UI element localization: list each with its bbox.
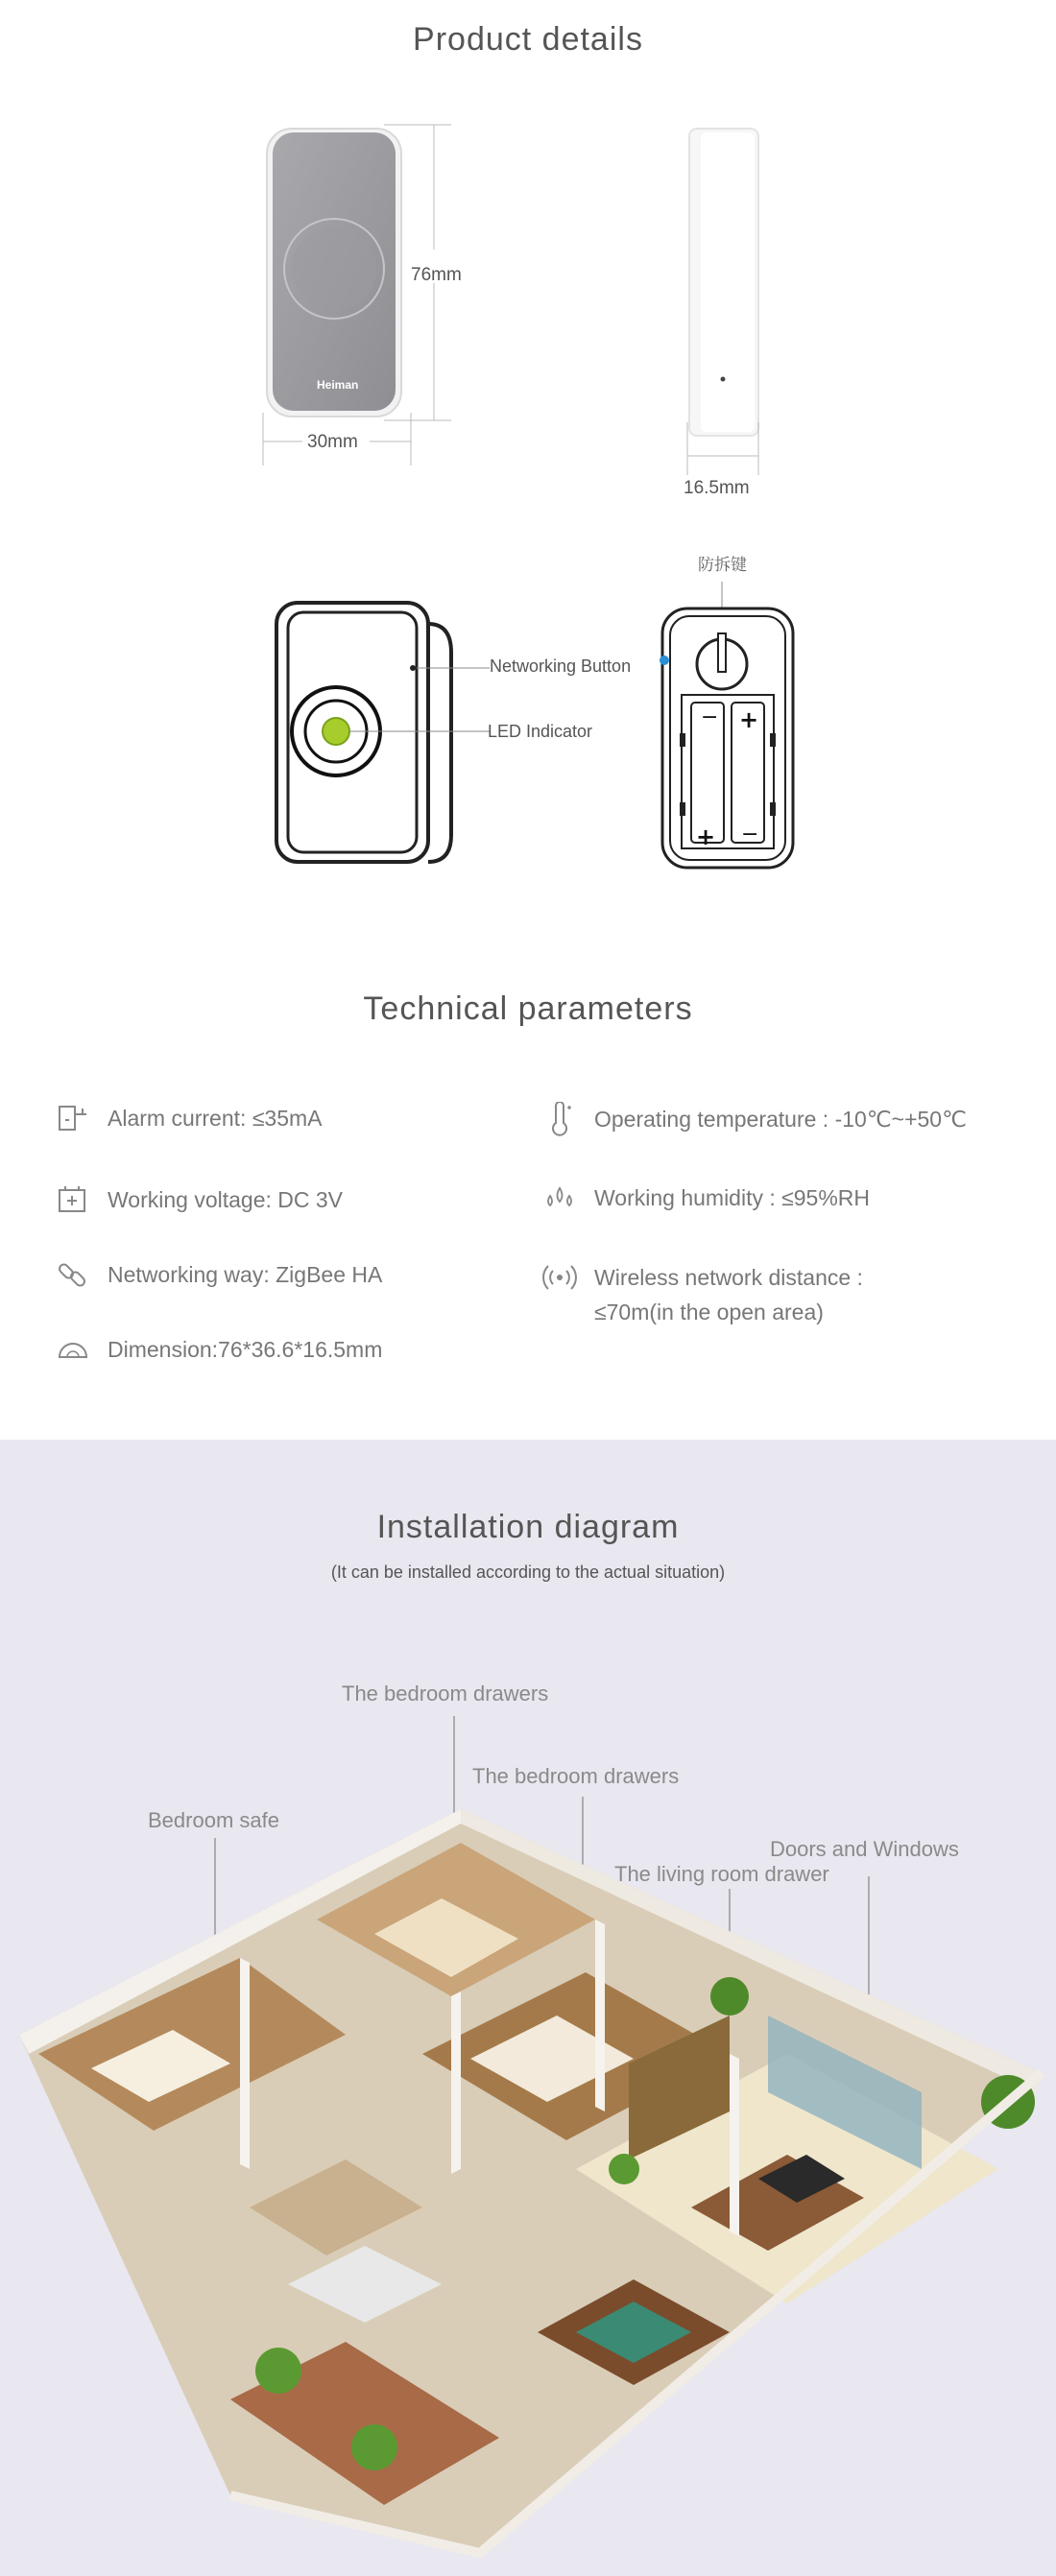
protractor-icon [56, 1332, 90, 1367]
device-back-diagram [653, 576, 806, 873]
networking-button-label: Networking Button [490, 656, 632, 676]
thermometer-icon [542, 1102, 577, 1136]
param-wireless-distance [542, 1260, 863, 1329]
param-networking-way-text: Networking way: ZigBee HA [108, 1262, 383, 1287]
svg-text:−: − [701, 705, 719, 729]
param-working-humidity [542, 1181, 870, 1215]
label-bedroom-drawers-1: The bedroom drawers [342, 1682, 549, 1705]
svg-text:−: − [741, 823, 759, 847]
floor-plan-illustration [0, 1440, 1056, 2576]
param-working-voltage [56, 1182, 343, 1217]
device-front-diagram [259, 595, 499, 873]
param-dimension-text: Dimension:76*36.6*16.5mm [108, 1337, 383, 1362]
device-side-view [672, 115, 778, 480]
svg-text:+: + [696, 823, 716, 850]
link-chain-icon [56, 1257, 90, 1292]
param-wireless-distance-text-2: ≤70m(in the open area) [594, 1300, 824, 1324]
svg-text:+: + [739, 706, 759, 733]
param-alarm-current [56, 1101, 323, 1135]
wireless-signal-icon [542, 1260, 577, 1295]
param-alarm-current-text: Alarm current: ≤35mA [108, 1106, 323, 1131]
dimension-width: 30mm [307, 432, 358, 452]
label-doors-windows: Doors and Windows [770, 1837, 959, 1861]
humidity-drops-icon [542, 1181, 577, 1215]
installation-diagram-title: Installation diagram [376, 1509, 680, 1545]
label-bedroom-drawers-2: The bedroom drawers [472, 1764, 680, 1788]
alarm-current-icon [56, 1101, 90, 1135]
param-networking-way [56, 1257, 382, 1292]
param-dimension [56, 1332, 382, 1367]
technical-parameters-title: Technical parameters [363, 990, 693, 1027]
param-working-humidity-text: Working humidity : ≤95%RH [594, 1185, 871, 1210]
battery-voltage-icon [56, 1182, 90, 1217]
param-operating-temperature [542, 1102, 967, 1136]
tamper-key-label: 防拆键 [698, 556, 747, 574]
param-working-voltage-text: Working voltage: DC 3V [108, 1187, 344, 1212]
param-operating-temperature-text: Operating temperature : -10℃~+50℃ [594, 1107, 967, 1132]
dimension-depth: 16.5mm [684, 478, 750, 498]
param-wireless-distance-text: Wireless network distance : [594, 1265, 863, 1290]
product-details-title: Product details [413, 21, 643, 58]
installation-subtitle: (It can be installed according to the actual situation) [330, 1562, 726, 1582]
dimension-height: 76mm [411, 265, 462, 285]
led-indicator-label: LED Indicator [488, 722, 593, 741]
device-front-view [250, 115, 470, 480]
brand-logo: Heiman [317, 378, 359, 392]
label-bedroom-safe: Bedroom safe [148, 1808, 279, 1832]
label-living-room-drawer: The living room drawer [614, 1862, 829, 1886]
